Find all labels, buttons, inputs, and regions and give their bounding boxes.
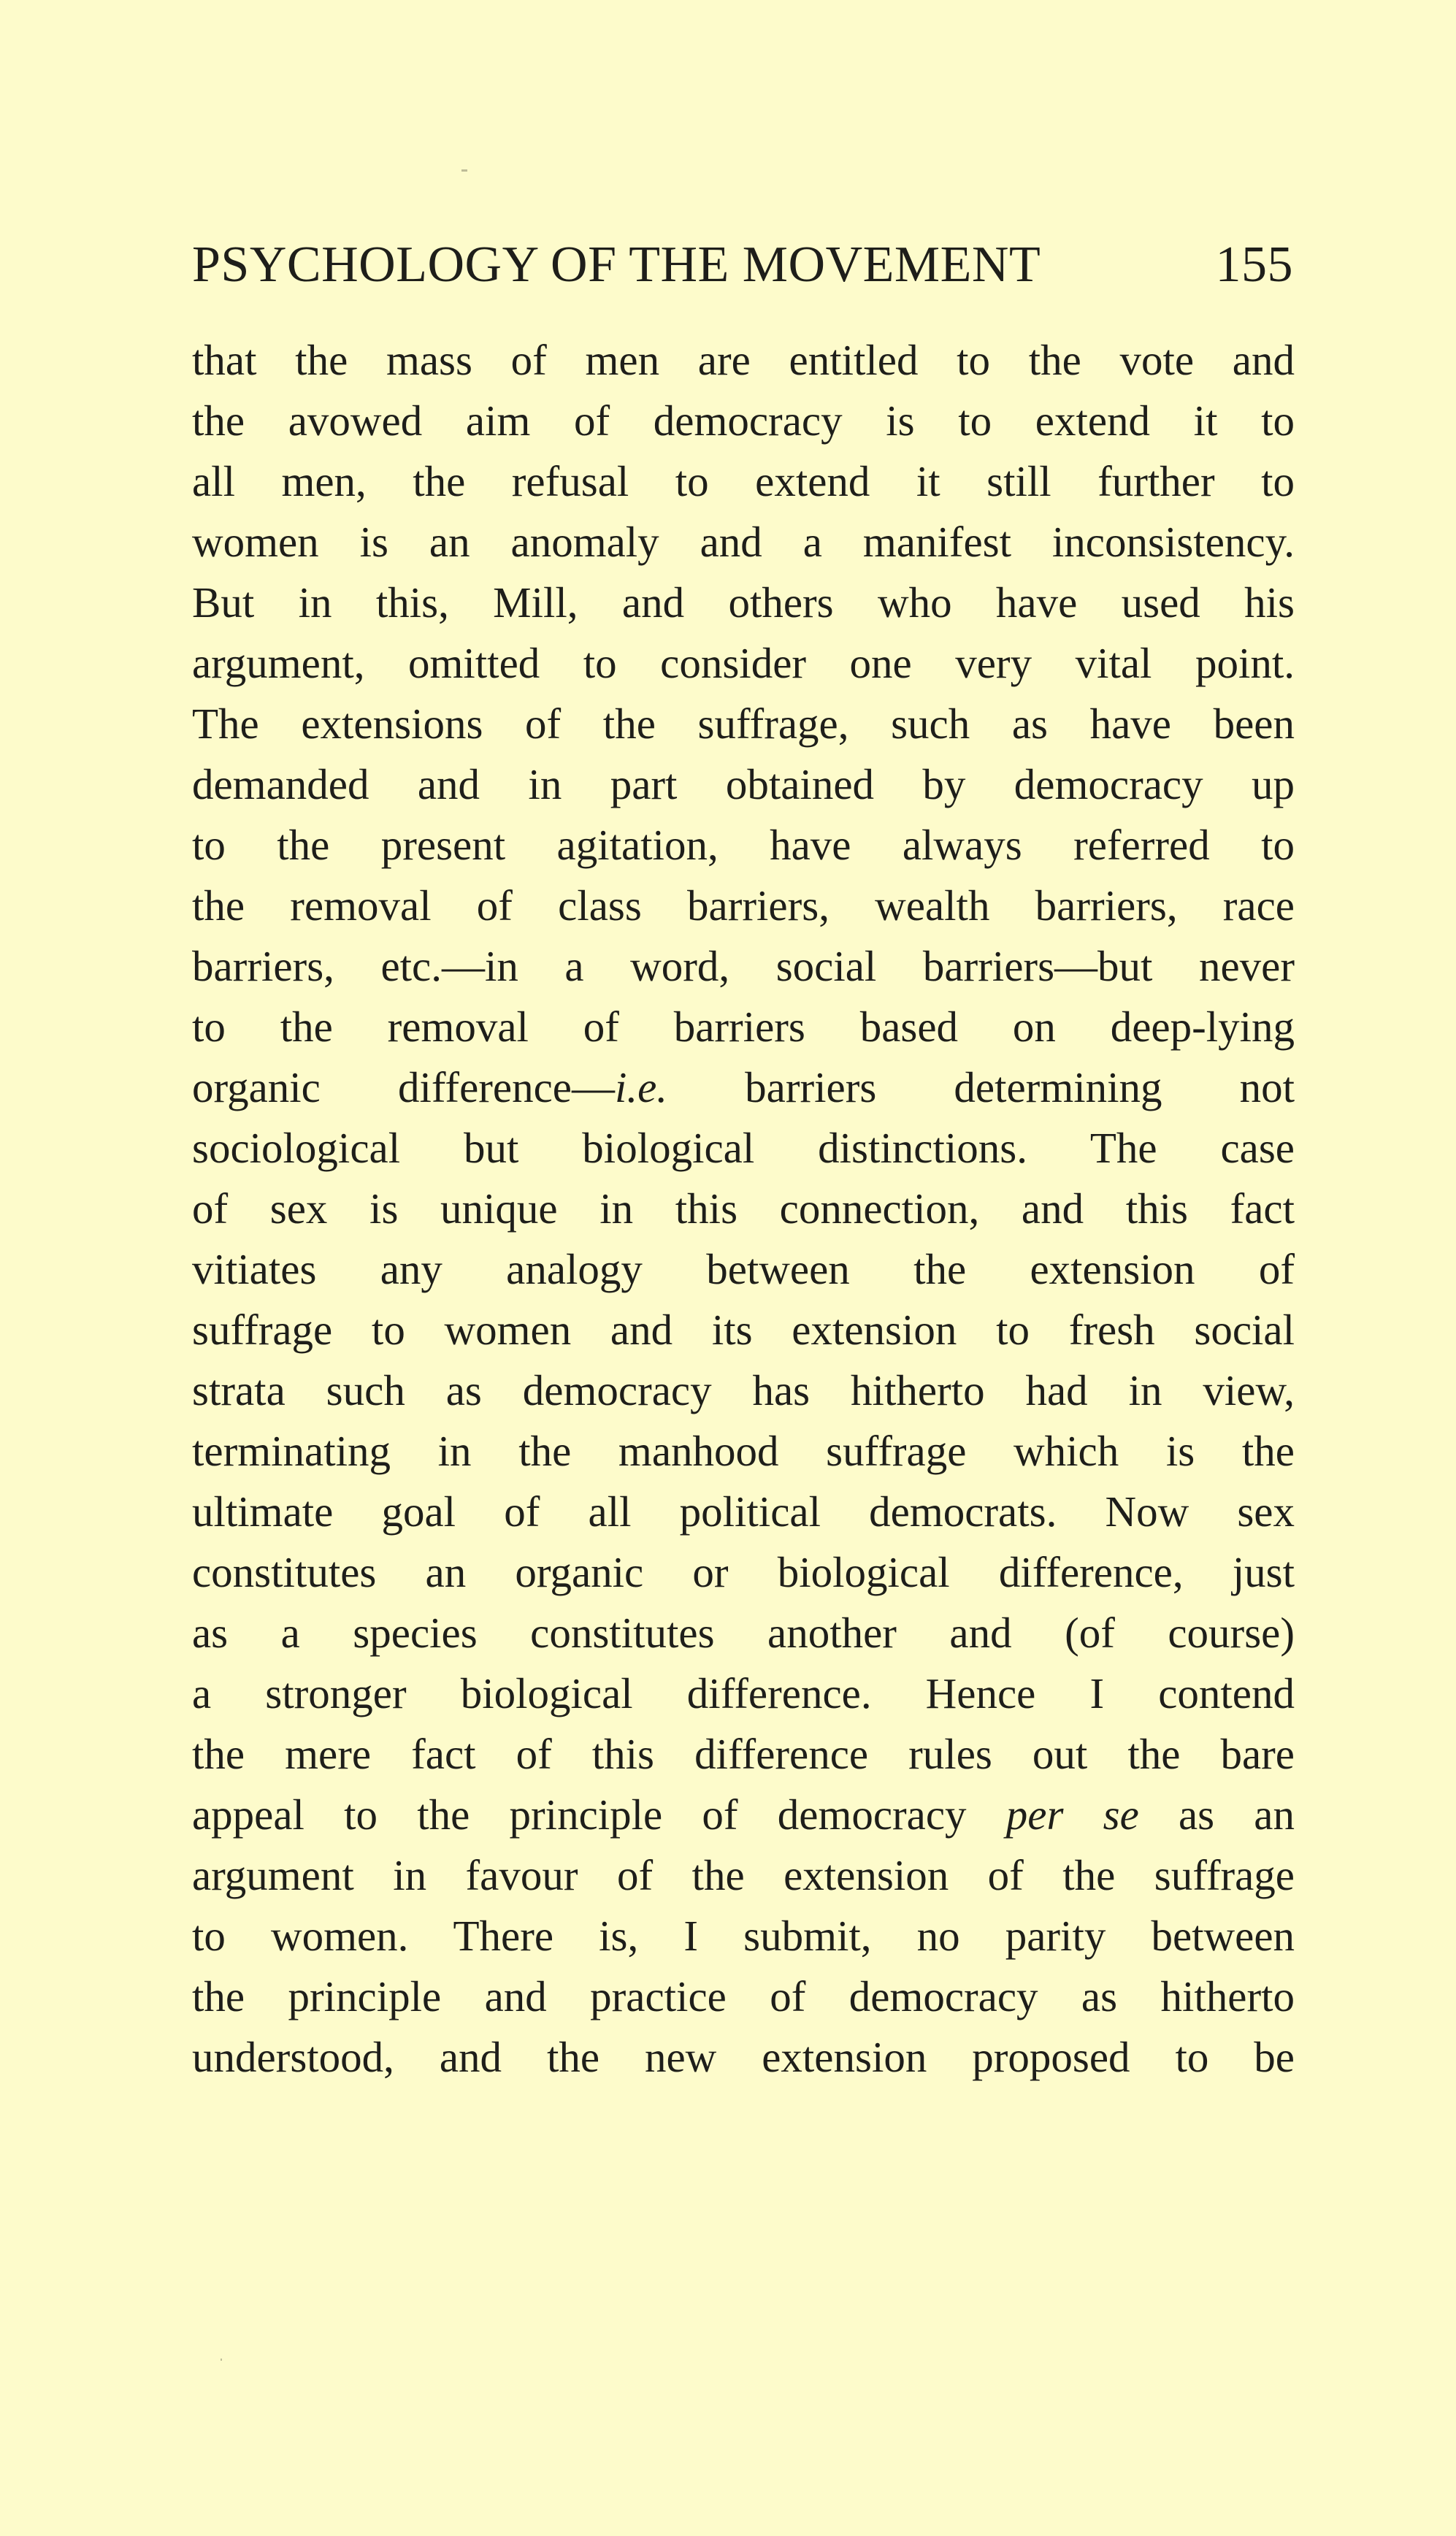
- text-line: all men, the refusal to extend it still further to: [192, 457, 1295, 505]
- text-line: as a species constitutes another and (of course): [192, 1609, 1295, 1657]
- text-line: sociological but biological distinctions. The case: [192, 1124, 1295, 1172]
- italic-abbreviation: i.e.: [614, 1063, 668, 1111]
- line-text: barriers determining not: [667, 1063, 1295, 1111]
- text-line: terminating in the manhood suffrage which is the: [192, 1427, 1295, 1475]
- text-line: suffrage to women and its extension to fresh social: [192, 1306, 1295, 1354]
- text-line: the mere fact of this difference rules out the bare: [192, 1730, 1295, 1778]
- line-text: organic difference—: [192, 1063, 615, 1111]
- ink-speck: [221, 2359, 222, 2361]
- text-line: ultimate goal of all political democrats. Now sex: [192, 1487, 1295, 1536]
- ink-speck: [461, 169, 467, 172]
- line-text: appeal to the principle of democracy: [192, 1790, 1006, 1839]
- text-line: women is an anomaly and a manifest inconsistency.: [192, 518, 1295, 566]
- text-line: understood, and the new extension proposed to be: [192, 2033, 1295, 2081]
- text-line: But in this, Mill, and others who have used his: [192, 578, 1295, 627]
- text-line: [192, 1785, 1295, 1845]
- text-line: [192, 1057, 1295, 1118]
- line-text: as an: [1138, 1790, 1295, 1839]
- text-line: argument, omitted to consider one very vital point.: [192, 639, 1295, 687]
- text-line: barriers, etc.—in a word, social barriers—but never: [192, 942, 1295, 990]
- text-line: demanded and in part obtained by democracy up: [192, 760, 1295, 808]
- text-line: strata such as democracy has hitherto had in view,: [192, 1366, 1295, 1414]
- page-number: 155: [1215, 237, 1293, 293]
- text-line: the principle and practice of democracy as hitherto: [192, 1972, 1295, 2020]
- text-line: the removal of class barriers, wealth barriers, race: [192, 881, 1295, 930]
- text-line: The extensions of the suffrage, such as have been: [192, 700, 1295, 748]
- text-line: argument in favour of the extension of the suffrage: [192, 1851, 1295, 1899]
- running-head: [192, 232, 1293, 298]
- text-line: that the mass of men are entitled to the vote and: [192, 336, 1295, 384]
- text-line: to the present agitation, have always referred to: [192, 821, 1295, 869]
- text-line: the avowed aim of democracy is to extend it to: [192, 397, 1295, 445]
- running-title: PSYCHOLOGY OF THE MOVEMENT: [192, 237, 1041, 293]
- text-line: to the removal of barriers based on deep-lying: [192, 1003, 1295, 1051]
- body-text: [192, 330, 1295, 2088]
- text-line: of sex is unique in this connection, and this fact: [192, 1184, 1295, 1233]
- text-line: a stronger biological difference. Hence I contend: [192, 1669, 1295, 1717]
- text-line: vitiates any analogy between the extension of: [192, 1245, 1295, 1293]
- text-line: constitutes an organic or biological difference, just: [192, 1548, 1295, 1596]
- italic-phrase: per se: [1005, 1790, 1139, 1839]
- text-line: to women. There is, I submit, no parity between: [192, 1912, 1295, 1960]
